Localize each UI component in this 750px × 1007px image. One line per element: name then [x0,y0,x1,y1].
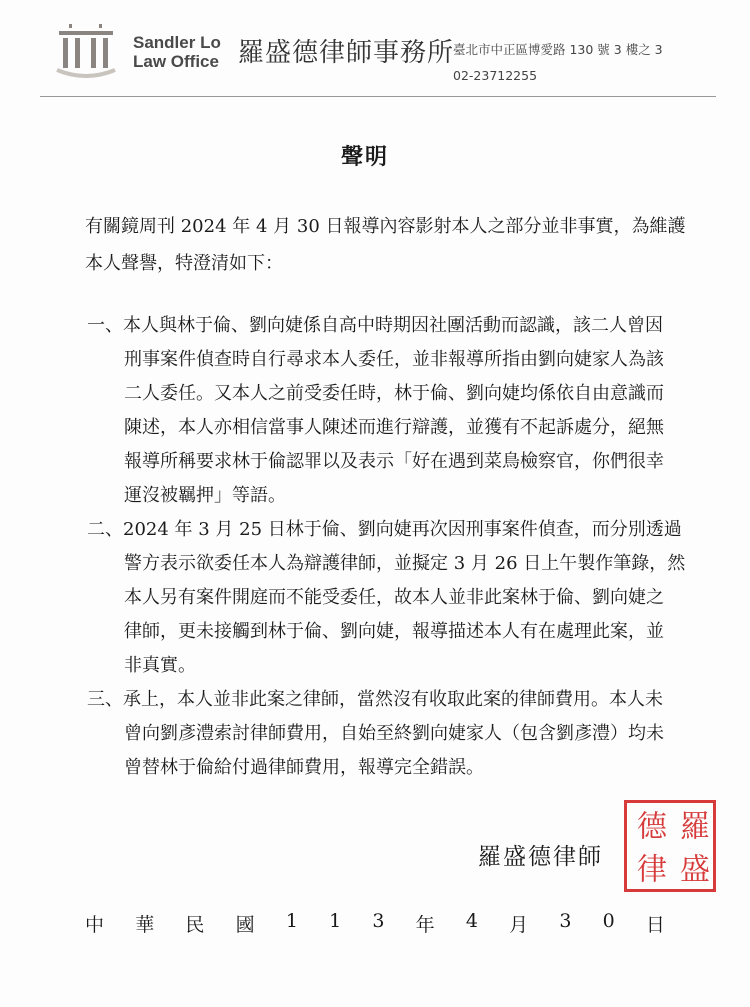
date-char: 年 [415,914,435,936]
statement-items [87,309,727,785]
phone: 02-23712255 [453,68,538,83]
date-char: 華 [135,914,155,936]
date-char: 日 [645,914,665,936]
item-line: 一、本人與林于倫、劉向婕係自高中時期因社團活動而認識，該二人曾因 [87,315,663,336]
date-char: 1 [285,910,298,932]
address: 臺北市中正區博愛路 130 號 3 樓之 3 [453,42,663,57]
intro-line: 有關鏡周刊 2024 年 4 月 30 日報導內容影射本人之部分並非事實，為維護 [85,216,686,237]
item-line: 三、承上，本人並非此案之律師，當然沒有收取此案的律師費用。本人未 [87,689,663,710]
date-char: 3 [559,910,572,932]
date-char: 民 [185,914,205,936]
statement-item-2 [87,513,727,683]
document-title: 聲明 [340,144,389,170]
seal-char: 律 [631,852,666,883]
header-divider [40,96,716,97]
item-line: 二、2024 年 3 月 25 日林于倫、劉向婕再次因刑事案件偵查，而分別透過 [87,519,682,540]
brand-line-1: Sandler Lo [133,33,221,52]
statement-item-1 [87,309,727,513]
item-line: 二人委任。又本人之前受委任時，林于倫、劉向婕均係依自由意識而 [124,383,664,404]
date-char: 0 [602,910,615,932]
intro-line: 本人聲譽，特澄清如下： [85,253,283,274]
law-office-logo-icon [55,24,117,78]
item-line: 陳述，本人亦相信當事人陳述而進行辯護，並獲有不起訴處分，絕無 [124,417,664,438]
seal-char: 德 [631,809,666,840]
brand-name-english [133,33,221,71]
statement-item-3 [87,683,727,785]
date-char: 1 [329,910,342,932]
date-char: 4 [465,910,478,932]
contact-info [453,37,663,89]
seal-char: 盛 [674,852,709,883]
item-line: 刑事案件偵查時自行尋求本人委任，並非報導所指由劉向婕家人為該 [124,349,664,370]
brand-name-chinese: 羅盛德律師事務所 [238,38,455,68]
item-line: 非真實。 [124,655,196,676]
date-line [85,910,665,937]
item-line: 曾替林于倫給付過律師費用，報導完全錯誤。 [124,757,484,778]
item-line: 本人另有案件開庭而不能受委任，故本人並非此案林于倫、劉向婕之 [124,587,664,608]
red-seal-stamp [624,800,716,892]
seal-char: 羅 [674,809,709,840]
item-line: 報導所稱要求林于倫認罪以及表示「好在遇到菜鳥檢察官，你們很幸 [124,451,664,472]
signature: 羅盛德律師 [478,844,603,870]
item-line: 曾向劉彥澧索討律師費用，自始至終劉向婕家人（包含劉彥澧）均未 [124,723,664,744]
intro-paragraph [85,208,686,282]
date-char: 月 [509,914,529,936]
date-char: 國 [235,914,255,936]
date-char: 中 [85,914,105,936]
item-line: 警方表示欲委任本人為辯護律師，並擬定 3 月 26 日上午製作筆錄，然 [124,553,686,574]
date-char: 3 [372,910,385,932]
item-line: 律師，更未接觸到林于倫、劉向婕，報導描述本人有在處理此案，並 [124,621,664,642]
brand-line-2: Law Office [133,52,219,71]
item-line: 運沒被羈押」等語。 [124,485,286,506]
